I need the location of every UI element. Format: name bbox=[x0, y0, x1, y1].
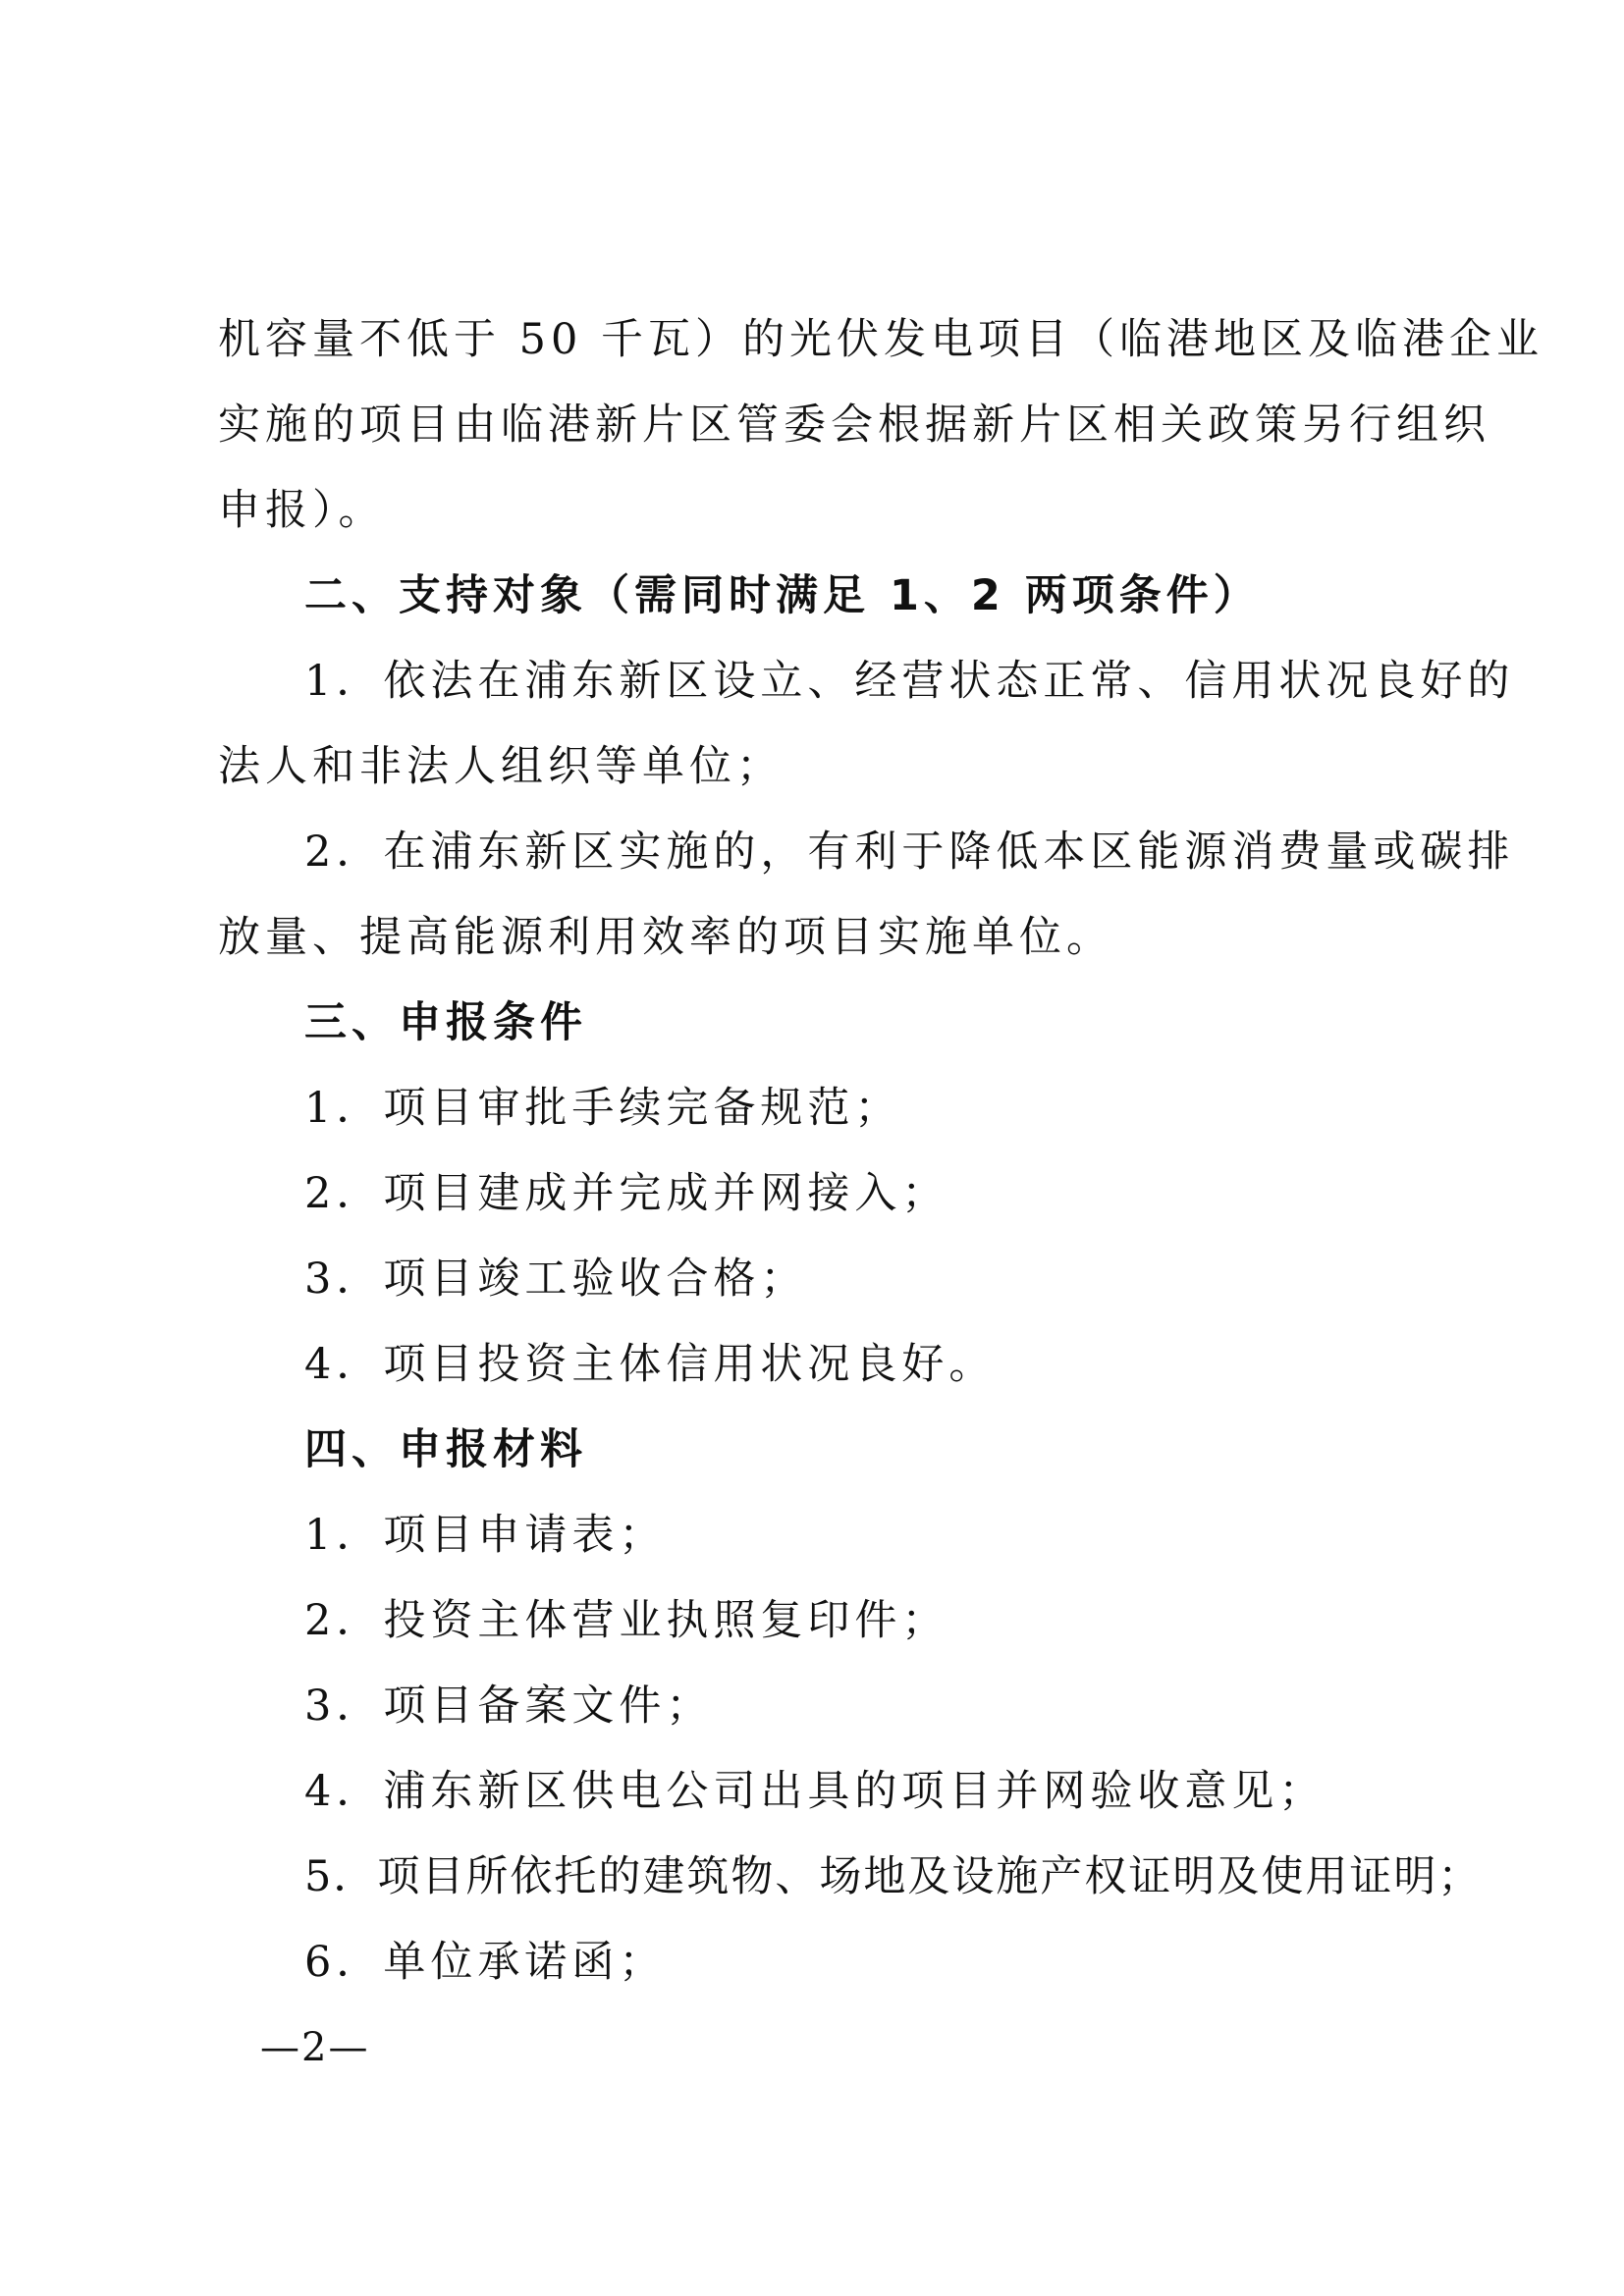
list-item: 4．项目投资主体信用状况良好。 bbox=[304, 1340, 997, 1389]
page-number: —2— bbox=[260, 2025, 370, 2070]
list-item: 1．项目申请表； bbox=[304, 1511, 667, 1560]
text-line: 申报）。 bbox=[218, 486, 386, 535]
list-item: 2．项目建成并完成并网接入； bbox=[304, 1169, 949, 1218]
list-item: 2．投资主体营业执照复印件； bbox=[304, 1596, 949, 1645]
list-item-continuation: 放量、提高能源利用效率的项目实施单位。 bbox=[218, 913, 1113, 962]
list-item: 3．项目竣工验收合格； bbox=[304, 1255, 808, 1304]
list-item: 4．浦东新区供电公司出具的项目并网验收意见； bbox=[304, 1767, 1326, 1816]
section-heading: 四、申报材料 bbox=[304, 1425, 587, 1474]
section-heading: 二、支持对象（需同时满足 1、2 两项条件） bbox=[304, 571, 1261, 620]
list-item: 1．依法在浦东新区设立、经营状态正常、信用状况良好的 bbox=[304, 657, 1515, 706]
list-item-continuation: 法人和非法人组织等单位； bbox=[218, 742, 784, 791]
section-heading: 三、申报条件 bbox=[304, 998, 587, 1047]
list-item: 6．单位承诺函； bbox=[304, 1938, 667, 1987]
list-item: 1．项目审批手续完备规范； bbox=[304, 1084, 902, 1133]
list-item: 2．在浦东新区实施的，有利于降低本区能源消费量或碳排 bbox=[304, 828, 1515, 877]
list-item: 3．项目备案文件； bbox=[304, 1682, 714, 1731]
list-item: 5．项目所依托的建筑物、场地及设施产权证明及使用证明； bbox=[304, 1852, 1483, 1901]
text-line: 实施的项目由临港新片区管委会根据新片区相关政策另行组织 bbox=[218, 400, 1490, 450]
text-line: 机容量不低于 50 千瓦）的光伏发电项目（临港地区及临港企业 bbox=[218, 315, 1544, 364]
